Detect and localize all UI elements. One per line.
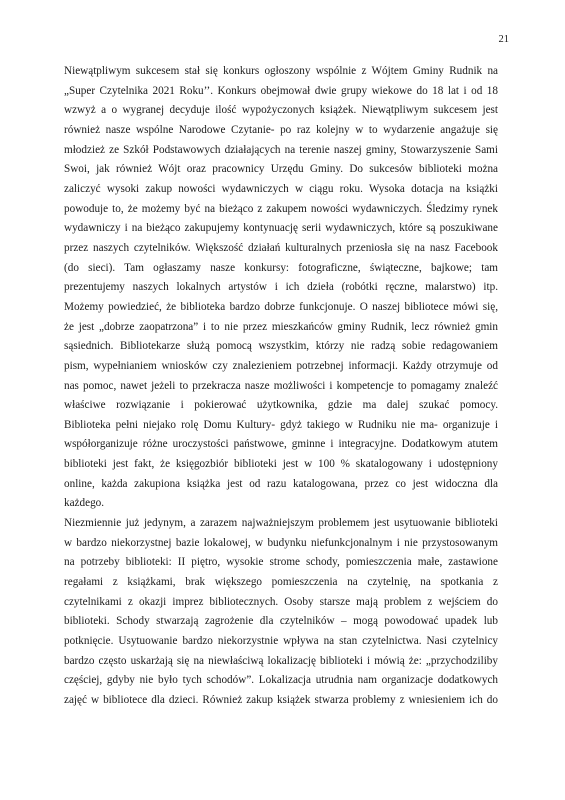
text-line: (do sieci). Tam ogłaszamy nasze konkursy: fotograficzne, świąteczne, bajkowe; tam [64,261,498,274]
text-line: w bardzo niekorzystnej bazie lokalowej, w budynku niefunkcjonalnym i nie przystosowanym [64,536,498,549]
text-line: prezentujemy naszych lokalnych artystów i ich dzieła (robótki ręczne, malarstwo) itp. [64,281,498,294]
text-line: Niezmiennie już jedynym, a zarazem najważniejszym problemem jest usytuowanie biblioteki [64,517,498,530]
text-line: bardzo często uskarżają się na niewłaściwą lokalizację biblioteki i mówią że: „przychodziliby [64,654,498,667]
text-line: potknięcie. Usytuowanie bardzo niekorzystnie wpływa na stan czytelnictwa. Nasi czytelnicy [64,635,498,648]
paragraph-library-successes [64,62,498,514]
text-line: „Super Czytelnika 2021 Roku’’. Konkurs obejmował dwie grupy wiekowe do 18 lat i od 18 [64,84,498,97]
text-line: przez naszych czytelników. Większość działań kulturalnych przeniosła się na nasz Facebook [64,241,498,254]
text-line: zaliczyć wysoki zakup nowości wydawniczych w ciągu roku. Wysoka dotacja na książki [64,182,498,195]
text-line: pism, wypełnianiem wniosków czy znalezieniem potrzebnej informacji. Każdy otrzymuje od [64,359,498,372]
text-line: Niewątpliwym sukcesem stał się konkurs ogłoszony wspólnie z Wójtem Gminy Rudnik na [64,65,498,77]
text-line: biblioteki. Schody stwarzają zagrożenie dla czytelników – mogą powodować upadek lub [64,615,498,628]
body-text [64,62,498,711]
text-line: Swoi, jak również Wójt oraz pracownicy Urzędu Gminy. Do sukcesów biblioteki można [64,163,498,176]
text-line: wzwyż a o wygranej decyduje ilość wypożyczonych książek. Niewątpliwym sukcesem jest [64,104,498,117]
text-line: wydawniczy i na bieżąco zakupujemy kontynuację serii wydawniczych, które są poszukiwane [64,222,498,235]
text-line: właściwe rozwiązanie i pokierować użytkownika, gdzie ma dalej szukać pomocy. [64,399,498,412]
text-line: powoduje to, że możemy być na bieżąco z zakupem nowości wydawniczych. Śledzimy rynek [64,202,498,215]
page-number: 21 [498,34,509,45]
text-line: Biblioteka pełni niejako rolę Domu Kultury- gdyż takiego w Rudniku nie ma- organizuje i [64,418,498,431]
paragraph-library-location-problem [64,514,498,711]
text-line: czytelnikami z okazji imprez bibliotecznych. Osoby starsze mają problem z wejściem do [64,595,498,608]
text-line: biblioteki jest fakt, że księgozbiór biblioteki jest w 100 % skatalogowany i udostępniony [64,458,498,471]
text-line: zajęć w bibliotece dla dzieci. Również zakup książek stwarza problemy z wniesieniem ich do [64,694,498,706]
text-line: młodzież ze Szkół Podstawowych działających na terenie naszej gminy, Stowarzyszenie Sami [64,143,498,156]
text-line: również nasze wspólne Narodowe Czytanie- po raz kolejny w to wydarzenie angażuje się [64,123,498,136]
text-line: nas pomoc, nawet jeżeli to przekracza nasze możliwości i kompetencje to pomagamy znaleźć [64,379,498,392]
text-line: częściej, gdyby nie było tych schodów”. Lokalizacja utrudnia nam organizacje dodatkowych [64,674,498,687]
text-line: każdego. [64,497,105,510]
text-line: sąsiednich. Bibliotekarze służą pomocą wszystkim, którzy nie radzą sobie redagowaniem [64,340,498,353]
text-line: online, każda zakupiona książka jest od razu katalogowana, przez co jest widoczna dla [64,477,498,490]
text-line: regałami z książkami, brak większego pomieszczenia na czytelnię, na spotkania z [64,576,498,589]
text-line: na potrzeby biblioteki: II piętro, wysokie strome schody, pomieszczenia małe, zastawione [64,556,498,569]
text-line: Możemy powiedzieć, że biblioteka bardzo dobrze funkcjonuje. O naszej bibliotece mówi się, [64,300,498,313]
text-line: współorganizuje różne uroczystości państwowe, gminne i integracyjne. Dodatkowym atutem [64,438,498,451]
text-line: że jest „dobrze zaopatrzona” i to nie przez mieszkańców gminy Rudnik, lecz również gmin [64,320,498,333]
